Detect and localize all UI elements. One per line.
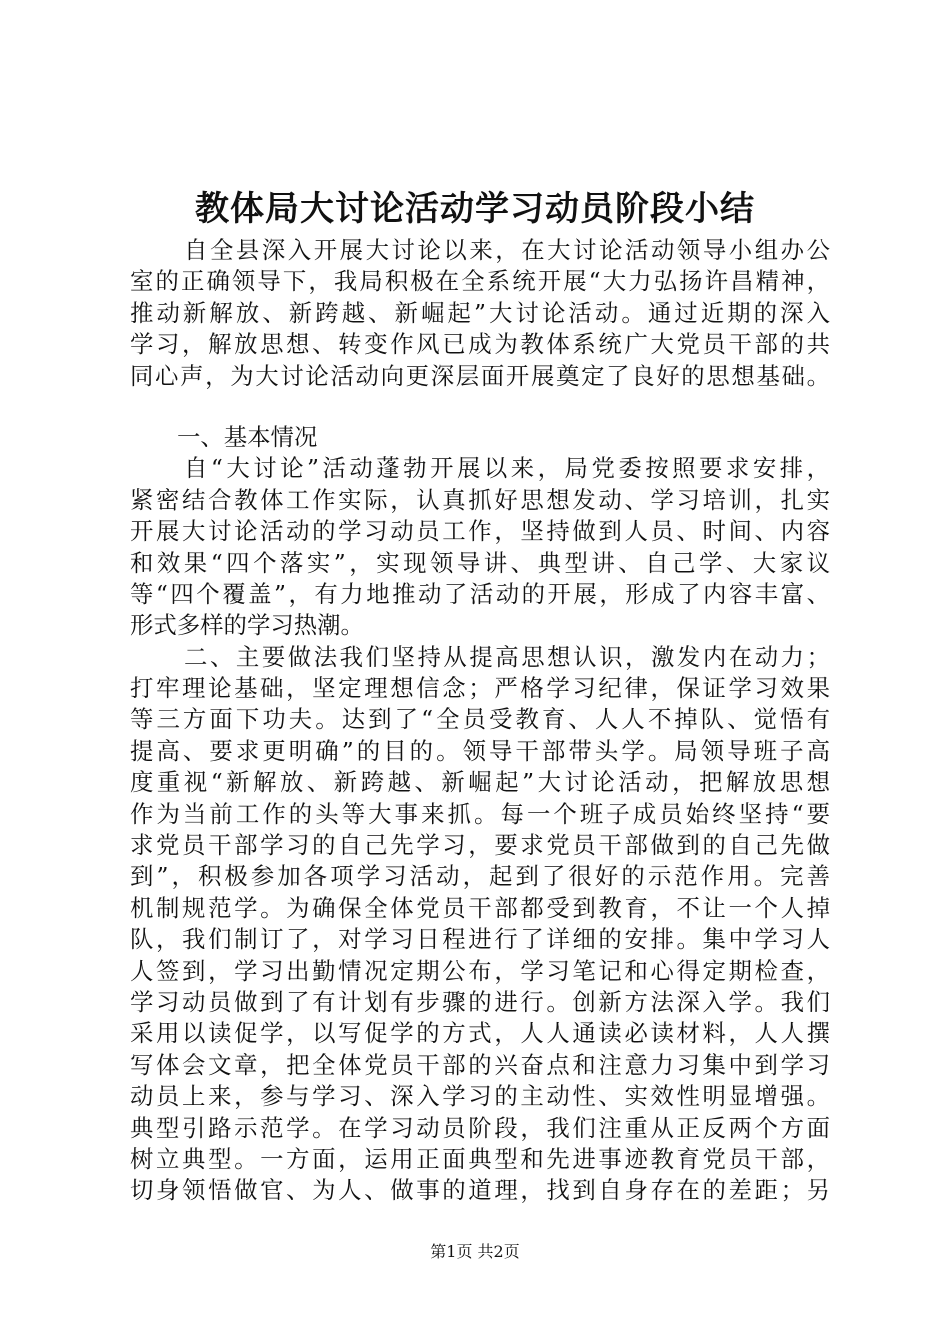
paragraph-3-line: 学习动员做到了有计划有步骤的进行。创新方法深入学。我们	[130, 987, 830, 1016]
paragraph-3-line: 动员上来，参与学习、深入学习的主动性、实效性明显增强。	[130, 1082, 830, 1111]
paragraph-3-line: 队，我们制订了，对学习日程进行了详细的安排。集中学习人	[130, 925, 830, 954]
paragraph-2-line: 形式多样的学习热潮。	[130, 611, 364, 640]
document-title: 教体局大讨论活动学习动员阶段小结	[195, 189, 755, 229]
paragraph-3-line: 机制规范学。为确保全体党员干部都受到教育，不让一个人掉	[130, 893, 830, 922]
paragraph-3-line: 写体会文章，把全体党员干部的兴奋点和注意力习集中到学习	[130, 1050, 830, 1079]
paragraph-3-line: 到”，积极参加各项学习活动，起到了很好的示范作用。完善	[130, 862, 830, 891]
paragraph-3-line: 切身领悟做官、为人、做事的道理，找到自身存在的差距；另	[130, 1176, 830, 1205]
paragraph-2-line: 等“四个覆盖”，有力地推动了活动的开展，形成了内容丰富、	[130, 579, 830, 608]
paragraph-3-line: 等三方面下功夫。达到了“全员受教育、人人不掉队、觉悟有	[130, 705, 830, 734]
paragraph-2-line: 和效果“四个落实”，实现领导讲、典型讲、自己学、大家议	[130, 548, 830, 577]
document-body	[130, 235, 830, 1207]
paragraph-1-line: 同心声，为大讨论活动向更深层面开展奠定了良好的思想基础。	[130, 361, 830, 390]
paragraph-1-line: 室的正确领导下，我局积极在全系统开展“大力弘扬许昌精神，	[130, 267, 830, 296]
paragraph-2-line: 开展大讨论活动的学习动员工作，坚持做到人员、时间、内容	[130, 517, 830, 546]
paragraph-3-line: 提高、要求更明确”的目的。领导干部带头学。局领导班子高	[130, 736, 830, 765]
paragraph-3-line: 采用以读促学，以写促学的方式，人人通读必读材料，人人撰	[130, 1019, 830, 1048]
paragraph-3-line: 求党员干部学习的自己先学习，要求党员干部做到的自己先做	[130, 831, 830, 860]
page-number-footer: 第1页 共2页	[430, 1242, 520, 1261]
paragraph-3-line: 打牢理论基础，坚定理想信念；严格学习纪律，保证学习效果	[130, 674, 830, 703]
paragraph-3-line: 作为当前工作的头等大事来抓。每一个班子成员始终坚持“要	[130, 799, 830, 828]
paragraph-gap	[130, 392, 830, 422]
paragraph-1-line: 自全县深入开展大讨论以来，在大讨论活动领导小组办公	[184, 236, 830, 264]
paragraph-3-line: 典型引路示范学。在学习动员阶段，我们注重从正反两个方面	[130, 1113, 830, 1142]
paragraph-2-line: 自“大讨论”活动蓬勃开展以来，局党委按照要求安排，	[184, 454, 830, 483]
paragraph-1-line: 推动新解放、新跨越、新崛起”大讨论活动。通过近期的深入	[130, 298, 830, 327]
paragraph-1-line: 学习，解放思想、转变作风已成为教体系统广大党员干部的共	[130, 330, 830, 359]
paragraph-2-line: 紧密结合教体工作实际，认真抓好思想发动、学习培训，扎实	[130, 485, 830, 514]
paragraph-3-line: 人签到，学习出勤情况定期公布，学习笔记和心得定期检查，	[130, 956, 830, 985]
paragraph-3-line: 度重视“新解放、新跨越、新崛起”大讨论活动，把解放思想	[130, 768, 830, 797]
paragraph-3-line: 二、主要做法我们坚持从提高思想认识，激发内在动力；	[184, 642, 830, 671]
paragraph-3-line: 树立典型。一方面，运用正面典型和先进事迹教育党员干部，	[130, 1144, 830, 1173]
section-heading-basic-situation: 一、基本情况	[177, 422, 318, 451]
